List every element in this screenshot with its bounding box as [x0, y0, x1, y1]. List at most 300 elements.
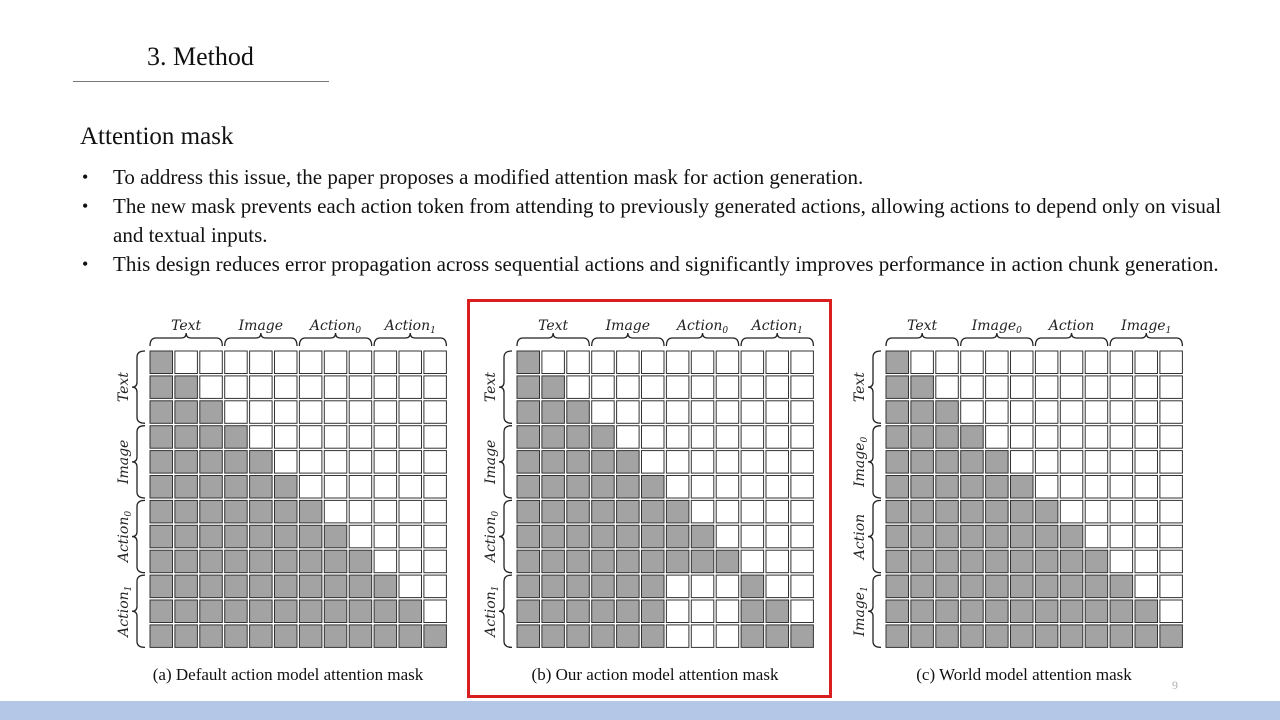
mask-cell-blocked [1110, 426, 1133, 449]
mask-cell-attend [250, 550, 273, 573]
mask-cell-attend [886, 476, 909, 499]
mask-cell-attend [200, 625, 223, 648]
mask-cell-attend [911, 575, 934, 598]
mask-cell-attend [961, 600, 984, 623]
row-group-label: Image$_1$ [852, 586, 870, 637]
mask-cell-attend [200, 401, 223, 424]
mask-cell-blocked [424, 376, 447, 399]
mask-cell-attend [324, 600, 347, 623]
mask-cell-attend [225, 575, 248, 598]
group-brace-top [150, 333, 222, 346]
mask-cell-attend [911, 426, 934, 449]
mask-cell-blocked [1110, 476, 1133, 499]
panel-caption: (b) Our action model attention mask [531, 665, 779, 684]
mask-cell-blocked [1011, 351, 1034, 374]
mask-cell-attend [150, 625, 173, 648]
mask-cell-attend [299, 600, 322, 623]
column-group-label: Action$_0$ [309, 318, 362, 336]
row-group-label: Action$_0$ [116, 510, 134, 563]
mask-cell-attend [200, 575, 223, 598]
row-group-label: Text [852, 372, 868, 403]
column-group-label: Image [605, 318, 651, 334]
mask-cell-blocked [1135, 525, 1158, 548]
mask-cell-attend [1011, 550, 1034, 573]
mask-cell-blocked [424, 525, 447, 548]
mask-cell-blocked [1135, 451, 1158, 474]
mask-cell-blocked [1160, 401, 1183, 424]
mask-cell-attend [1110, 600, 1133, 623]
bullet-dot-icon: • [82, 167, 89, 187]
mask-cell-attend [886, 550, 909, 573]
mask-cell-attend [349, 575, 372, 598]
mask-cell-blocked [424, 476, 447, 499]
bullet-item [80, 192, 1230, 250]
mask-cell-attend [250, 575, 273, 598]
mask-cell-blocked [1110, 525, 1133, 548]
mask-cell-attend [961, 525, 984, 548]
mask-cell-attend [986, 476, 1009, 499]
bullet-list [80, 163, 1230, 279]
bullet-dot-icon: • [82, 254, 89, 274]
mask-cell-blocked [349, 376, 372, 399]
mask-cell-blocked [1160, 525, 1183, 548]
mask-cell-blocked [1035, 476, 1058, 499]
mask-cell-blocked [275, 451, 298, 474]
mask-cell-attend [1060, 525, 1083, 548]
mask-cell-attend [1085, 550, 1108, 573]
mask-cell-attend [200, 451, 223, 474]
mask-cell-blocked [324, 500, 347, 523]
mask-cell-attend [986, 451, 1009, 474]
mask-cell-attend [200, 476, 223, 499]
group-brace-top [1110, 333, 1182, 346]
mask-cell-attend [299, 500, 322, 523]
mask-cell-attend [936, 550, 959, 573]
mask-cell-attend [936, 500, 959, 523]
mask-cell-attend [225, 500, 248, 523]
mask-cell-blocked [225, 401, 248, 424]
mask-cell-attend [200, 550, 223, 573]
mask-cell-attend [986, 625, 1009, 648]
mask-cell-blocked [324, 376, 347, 399]
mask-cell-blocked [1085, 376, 1108, 399]
mask-cell-blocked [1085, 426, 1108, 449]
mask-cell-blocked [275, 426, 298, 449]
column-group-label: Action$_1$ [751, 318, 803, 336]
mask-cell-attend [1160, 625, 1183, 648]
mask-cell-attend [175, 600, 198, 623]
mask-cell-blocked [1035, 376, 1058, 399]
mask-cell-blocked [1085, 476, 1108, 499]
mask-cell-blocked [1110, 401, 1133, 424]
mask-cell-blocked [1035, 451, 1058, 474]
mask-cell-attend [986, 500, 1009, 523]
mask-cell-blocked [424, 451, 447, 474]
mask-cell-blocked [324, 476, 347, 499]
mask-cell-blocked [1060, 451, 1083, 474]
mask-cell-attend [299, 575, 322, 598]
mask-cell-attend [936, 476, 959, 499]
mask-cell-attend [175, 401, 198, 424]
mask-cell-attend [150, 401, 173, 424]
mask-cell-attend [961, 500, 984, 523]
mask-cell-attend [150, 500, 173, 523]
mask-cell-blocked [1085, 401, 1108, 424]
mask-cell-blocked [399, 351, 422, 374]
mask-cell-blocked [1135, 426, 1158, 449]
mask-cell-attend [936, 575, 959, 598]
column-group-label: Image$_0$ [971, 318, 1022, 336]
mask-cell-attend [299, 625, 322, 648]
mask-cell-blocked [374, 550, 397, 573]
mask-cell-attend [911, 376, 934, 399]
mask-cell-blocked [1035, 426, 1058, 449]
mask-cell-blocked [200, 351, 223, 374]
mask-cell-attend [886, 575, 909, 598]
mask-cell-blocked [324, 426, 347, 449]
mask-cell-attend [175, 500, 198, 523]
mask-cell-blocked [324, 351, 347, 374]
mask-cell-blocked [374, 401, 397, 424]
group-brace-left [868, 351, 881, 423]
mask-cell-blocked [1135, 550, 1158, 573]
mask-cell-blocked [374, 500, 397, 523]
mask-cell-attend [886, 376, 909, 399]
mask-cell-blocked [1160, 476, 1183, 499]
mask-cell-blocked [349, 476, 372, 499]
mask-cell-blocked [424, 600, 447, 623]
mask-cell-attend [911, 476, 934, 499]
mask-cell-blocked [349, 500, 372, 523]
mask-cell-attend [175, 550, 198, 573]
mask-cell-attend [886, 351, 909, 374]
mask-cell-attend [1085, 600, 1108, 623]
mask-cell-attend [886, 625, 909, 648]
mask-cell-blocked [349, 426, 372, 449]
mask-cell-blocked [1035, 351, 1058, 374]
column-group-label: Action$_1$ [384, 318, 436, 336]
mask-cell-blocked [399, 426, 422, 449]
mask-cell-blocked [299, 351, 322, 374]
group-brace-top [1035, 333, 1107, 346]
mask-cell-attend [1060, 575, 1083, 598]
group-brace-top [961, 333, 1033, 346]
mask-cell-blocked [424, 500, 447, 523]
mask-cell-attend [175, 376, 198, 399]
mask-cell-attend [250, 476, 273, 499]
mask-cell-attend [886, 401, 909, 424]
column-group-label: Text [538, 318, 569, 334]
mask-cell-attend [936, 426, 959, 449]
mask-cell-blocked [299, 376, 322, 399]
mask-cell-blocked [936, 351, 959, 374]
mask-cell-blocked [324, 401, 347, 424]
mask-cell-blocked [1135, 376, 1158, 399]
mask-cell-attend [150, 376, 173, 399]
mask-cell-blocked [1135, 476, 1158, 499]
mask-cell-blocked [399, 376, 422, 399]
mask-cell-attend [1110, 575, 1133, 598]
mask-cell-attend [150, 451, 173, 474]
mask-cell-attend [1011, 500, 1034, 523]
mask-cell-blocked [175, 351, 198, 374]
mask-cell-blocked [374, 525, 397, 548]
page-number: 9 [1172, 678, 1178, 692]
mask-cell-blocked [1085, 451, 1108, 474]
mask-cell-attend [986, 575, 1009, 598]
bullet-item [80, 250, 1230, 279]
row-group-label: Action [852, 513, 868, 560]
mask-cell-attend [200, 525, 223, 548]
mask-cell-blocked [275, 351, 298, 374]
mask-cell-blocked [349, 525, 372, 548]
mask-cell-attend [275, 600, 298, 623]
row-group-label: Action$_1$ [116, 585, 134, 637]
mask-cell-attend [150, 525, 173, 548]
mask-cell-attend [374, 600, 397, 623]
panel-caption: (a) Default action model attention mask [152, 665, 424, 684]
footer-bar [0, 701, 1280, 720]
mask-cell-blocked [961, 401, 984, 424]
mask-cell-blocked [349, 401, 372, 424]
mask-cell-attend [175, 426, 198, 449]
mask-cell-blocked [275, 401, 298, 424]
mask-cell-attend [349, 625, 372, 648]
mask-cell-attend [150, 476, 173, 499]
mask-cell-attend [1110, 625, 1133, 648]
mask-cell-blocked [1110, 550, 1133, 573]
mask-cell-attend [175, 451, 198, 474]
mask-cell-attend [250, 625, 273, 648]
mask-cell-attend [374, 575, 397, 598]
mask-cell-blocked [961, 376, 984, 399]
mask-cell-blocked [1135, 401, 1158, 424]
mask-cell-blocked [1011, 376, 1034, 399]
mask-cell-attend [175, 476, 198, 499]
mask-cell-blocked [986, 401, 1009, 424]
mask-cell-attend [936, 625, 959, 648]
mask-cell-attend [225, 426, 248, 449]
mask-cell-attend [200, 500, 223, 523]
row-group-label: Image$_0$ [852, 436, 870, 487]
mask-cell-blocked [1060, 476, 1083, 499]
mask-cell-blocked [374, 376, 397, 399]
mask-cell-blocked [1060, 426, 1083, 449]
bullet-text: To address this issue, the paper proposes a modified attention mask for action generation. [113, 165, 864, 189]
mask-cell-attend [911, 401, 934, 424]
mask-cell-attend [1011, 575, 1034, 598]
mask-cell-attend [1085, 625, 1108, 648]
mask-cell-attend [150, 426, 173, 449]
mask-cell-attend [324, 550, 347, 573]
mask-cell-attend [886, 525, 909, 548]
mask-cell-blocked [986, 376, 1009, 399]
mask-cell-blocked [1160, 451, 1183, 474]
mask-cell-blocked [1135, 351, 1158, 374]
column-group-label: Text [171, 318, 202, 334]
mask-cell-attend [886, 600, 909, 623]
mask-cell-blocked [911, 351, 934, 374]
mask-cell-attend [961, 426, 984, 449]
mask-cell-attend [1035, 550, 1058, 573]
slide-heading: Attention mask [80, 123, 234, 150]
mask-cell-attend [225, 525, 248, 548]
mask-cell-attend [1060, 600, 1083, 623]
mask-cell-attend [886, 451, 909, 474]
group-brace-left [868, 575, 881, 647]
mask-cell-blocked [349, 451, 372, 474]
mask-cell-blocked [374, 476, 397, 499]
mask-cell-attend [299, 550, 322, 573]
mask-cell-attend [150, 600, 173, 623]
mask-cell-attend [250, 500, 273, 523]
mask-cell-attend [961, 476, 984, 499]
mask-cell-blocked [1110, 376, 1133, 399]
mask-cell-blocked [1110, 351, 1133, 374]
attention-mask-panel-c [844, 300, 1204, 696]
mask-cell-attend [911, 600, 934, 623]
mask-cell-blocked [374, 451, 397, 474]
mask-cell-blocked [299, 476, 322, 499]
column-group-label: Image$_1$ [1121, 318, 1172, 336]
mask-cell-attend [1011, 525, 1034, 548]
mask-cell-attend [1035, 525, 1058, 548]
mask-cell-blocked [1035, 401, 1058, 424]
mask-cell-attend [250, 600, 273, 623]
mask-cell-blocked [1160, 550, 1183, 573]
row-group-label: Text [483, 372, 499, 403]
mask-cell-blocked [1060, 401, 1083, 424]
mask-cell-attend [275, 525, 298, 548]
mask-cell-blocked [324, 451, 347, 474]
mask-cell-blocked [299, 451, 322, 474]
mask-cell-attend [986, 525, 1009, 548]
mask-cell-attend [911, 525, 934, 548]
mask-cell-blocked [1160, 500, 1183, 523]
mask-cell-blocked [1011, 401, 1034, 424]
mask-cell-attend [175, 575, 198, 598]
mask-cell-blocked [275, 376, 298, 399]
mask-cell-attend [275, 550, 298, 573]
highlight-frame [467, 299, 832, 698]
mask-cell-attend [1035, 500, 1058, 523]
mask-cell-blocked [1085, 525, 1108, 548]
mask-cell-attend [324, 625, 347, 648]
bullet-dot-icon: • [82, 196, 89, 216]
mask-cell-attend [911, 550, 934, 573]
mask-cell-attend [961, 625, 984, 648]
bullet-text: The new mask prevents each action token from attending to previously generated actions, allowing actions to depend only on visual and textual inputs. [113, 194, 1222, 247]
mask-cell-blocked [1160, 351, 1183, 374]
section-title: 3. Method [147, 42, 254, 71]
mask-cell-blocked [374, 351, 397, 374]
mask-cell-blocked [1085, 351, 1108, 374]
panel-caption: (c) World model attention mask [916, 665, 1132, 684]
mask-cell-blocked [1085, 500, 1108, 523]
mask-cell-attend [961, 451, 984, 474]
mask-cell-attend [886, 500, 909, 523]
title-underline [73, 81, 329, 82]
mask-cell-blocked [424, 426, 447, 449]
mask-cell-blocked [399, 550, 422, 573]
mask-cell-attend [911, 625, 934, 648]
group-brace-left [132, 426, 145, 498]
mask-cell-blocked [424, 401, 447, 424]
column-group-label: Action [1048, 318, 1095, 334]
mask-cell-blocked [1110, 500, 1133, 523]
mask-cell-attend [1011, 476, 1034, 499]
mask-cell-blocked [250, 401, 273, 424]
mask-cell-attend [424, 625, 447, 648]
mask-cell-attend [275, 500, 298, 523]
mask-cell-attend [175, 625, 198, 648]
mask-cell-blocked [399, 575, 422, 598]
row-group-label: Image [116, 439, 132, 485]
mask-cell-attend [225, 476, 248, 499]
mask-cell-attend [349, 600, 372, 623]
mask-cell-blocked [1011, 426, 1034, 449]
mask-cell-blocked [299, 401, 322, 424]
mask-cell-attend [986, 600, 1009, 623]
attention-mask-grid [108, 300, 468, 660]
mask-cell-blocked [1160, 426, 1183, 449]
mask-cell-blocked [424, 351, 447, 374]
column-group-label: Text [907, 318, 938, 334]
mask-cell-blocked [986, 351, 1009, 374]
mask-cell-attend [225, 600, 248, 623]
mask-cell-attend [1135, 625, 1158, 648]
column-group-label: Image [238, 318, 284, 334]
mask-cell-attend [1060, 550, 1083, 573]
mask-cell-blocked [399, 451, 422, 474]
row-group-label: Action$_1$ [483, 585, 501, 637]
mask-cell-attend [1135, 600, 1158, 623]
mask-cell-blocked [424, 550, 447, 573]
mask-cell-attend [175, 525, 198, 548]
attention-mask-panel-a [108, 300, 468, 696]
mask-cell-blocked [250, 376, 273, 399]
mask-cell-blocked [1160, 376, 1183, 399]
mask-cell-attend [150, 351, 173, 374]
mask-cell-attend [374, 625, 397, 648]
mask-cell-attend [225, 451, 248, 474]
mask-cell-attend [150, 550, 173, 573]
mask-cell-attend [275, 575, 298, 598]
mask-cell-blocked [1135, 500, 1158, 523]
mask-cell-attend [225, 550, 248, 573]
mask-cell-blocked [1060, 500, 1083, 523]
mask-cell-attend [986, 550, 1009, 573]
mask-cell-blocked [1160, 600, 1183, 623]
mask-cell-blocked [424, 575, 447, 598]
mask-cell-attend [936, 451, 959, 474]
mask-cell-blocked [299, 426, 322, 449]
mask-cell-attend [936, 600, 959, 623]
mask-cell-attend [150, 575, 173, 598]
mask-cell-blocked [200, 376, 223, 399]
mask-cell-attend [399, 625, 422, 648]
bullet-item [80, 163, 1230, 192]
mask-cell-blocked [225, 376, 248, 399]
mask-cell-attend [324, 575, 347, 598]
mask-cell-attend [324, 525, 347, 548]
mask-cell-attend [911, 500, 934, 523]
mask-cell-attend [250, 525, 273, 548]
mask-cell-blocked [349, 351, 372, 374]
mask-cell-attend [961, 550, 984, 573]
mask-cell-attend [225, 625, 248, 648]
row-group-label: Action$_0$ [483, 510, 501, 563]
